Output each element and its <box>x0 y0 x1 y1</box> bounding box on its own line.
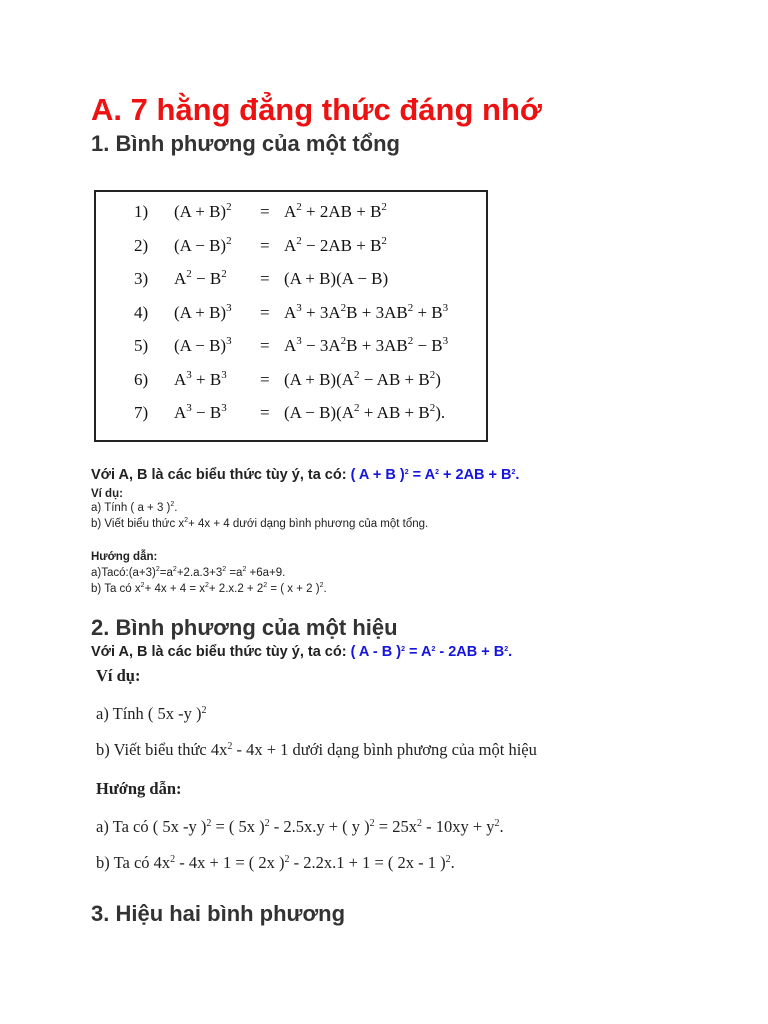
formula-lhs: $(A + B)^2$ <box>174 201 232 221</box>
section2-title: 2. Bình phương của một hiệu <box>91 615 398 640</box>
section2-guide-label: Hướng dẫn: <box>96 779 182 798</box>
section1-intro-text: Với A, B là các biểu thức tùy ý, ta có: <box>91 467 351 483</box>
formula-equals: = <box>260 302 270 322</box>
section2-intro-text: Với A, B là các biểu thức tùy ý, ta có: <box>91 644 351 660</box>
formula-rhs: $(A - B)(A^2$ + AB + $B^2$). <box>284 402 446 422</box>
formula-rhs: $A^2 - 2AB + B^2$ <box>284 234 387 255</box>
formula-lhs: $(A + B)^3$ <box>174 301 232 322</box>
formula-number: 4) <box>134 302 149 322</box>
section1-example-a: a) Tính ( a + 3 )$^2$. <box>91 501 178 514</box>
section2-example-b: b) Viết biểu thức $4x^2 - 4x + 1$ dưới dạng bình phương của một hiệu <box>96 740 537 759</box>
formula-lhs: $A^3 + B^3$ <box>174 368 227 389</box>
section1-intro <box>91 467 519 483</box>
formula-lhs: $(A - B)^3$ <box>174 335 232 355</box>
formula-number: 5) <box>134 336 149 355</box>
formula-equals: = <box>260 235 270 255</box>
section2-example-label: Ví dụ: <box>96 666 141 685</box>
section3-title: 3. Hiệu hai bình phương <box>91 901 346 926</box>
section2-guide-a: a) Ta có ( 5x -y )$^2$ = ( 5x )$^2$ - 2.5x.y + ( y )$^2 = 25x^2 - 10xy + y^2$. <box>96 817 504 836</box>
formula-number: 1) <box>134 202 149 221</box>
section2-intro <box>91 644 512 660</box>
formula-number: 3) <box>134 269 149 288</box>
formula-equals: = <box>260 202 270 221</box>
section1-guide-a: $a)Tacó:(a+3)^2=a^2+2.a.3+3^2 =a^2 +6a+9$. <box>91 566 286 579</box>
formula-equals: = <box>260 369 270 389</box>
section1-guide-b: b) Ta có $x^2+ 4x + 4 = x^2+ 2.x.2 + 2^2$ = ( x + 2 )$^2$. <box>91 582 327 595</box>
formula-equals: = <box>260 336 270 355</box>
formula-lhs: $(A - B)^2$ <box>174 234 232 255</box>
formula-rhs: $(A + B)(A^2$ − AB + $B^2$) <box>284 368 441 389</box>
formula-equals: = <box>260 403 270 422</box>
section1-example-b: b) Viết biểu thức $x^2+ 4x + 4$ dưới dạng bình phương của một tổng. <box>91 517 429 530</box>
main-title: A. 7 hằng đẳng thức đáng nhớ <box>91 92 542 127</box>
formula-number: 2) <box>134 235 149 255</box>
section2-example-a: a) Tính ( 5x -y )$^2$ <box>96 704 207 723</box>
formula-lhs: $A^2 - B^2$ <box>174 268 227 288</box>
section1-example-label: Ví dụ: <box>91 488 123 500</box>
section1-intro-formula: ( A + B )$^2 = A^2 + 2AB + B^2$. <box>350 467 520 483</box>
formula-rhs: (A + B)(A − B) <box>284 269 389 288</box>
formula-rhs: $A^2 + 2AB + B^2$ <box>284 201 387 221</box>
formula-number: 6) <box>134 369 149 389</box>
formula-table <box>94 190 488 442</box>
section2-guide-b: b) Ta có $4x^2 - 4x + 1$ = ( 2x )$^2$ - 2.2x.1 + 1 = ( 2x - 1 )$^2$. <box>96 853 455 872</box>
formula-rhs: $A^3 - 3A^2B + 3AB^2 - B^3$ <box>284 335 449 355</box>
formula-equals: = <box>260 269 270 288</box>
section1-title: 1. Bình phương của một tổng <box>91 131 400 156</box>
formula-number: 7) <box>134 403 149 422</box>
formula-rhs: $A^3 + 3A^2B + 3AB^2 + B^3$ <box>284 301 449 322</box>
section2-intro-formula: ( A - B )$^2 = A^2 - 2AB + B^2$. <box>350 644 513 660</box>
section1-guide-label: Hướng dẫn: <box>91 551 158 563</box>
formula-lhs: $A^3 - B^3$ <box>174 402 227 422</box>
